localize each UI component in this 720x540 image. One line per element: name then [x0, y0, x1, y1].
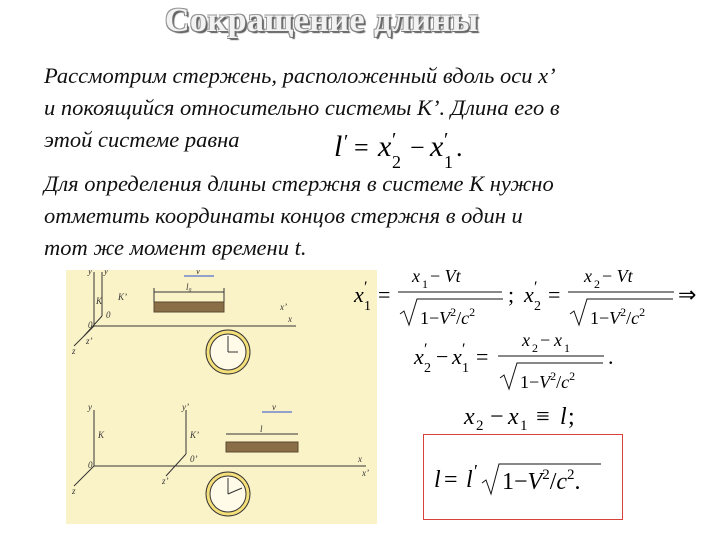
svg-text:′: ′: [474, 461, 478, 481]
svg-text:2: 2: [594, 277, 600, 291]
svg-text:1−V2/c2: $1-V^2/c^2$: [420, 305, 476, 328]
reference-frames-figure: [66, 270, 377, 524]
fig-label-k-top: K: [96, 296, 103, 306]
svg-text:1−V2/c2.: $1-V^2/c^2$.: [502, 467, 581, 495]
rod-top: [154, 302, 224, 312]
svg-text:l: l: [466, 467, 473, 493]
paragraph-1-line-2: и покоящийся относительно системы K’. Длина его в: [44, 95, 560, 120]
svg-text:x: x: [522, 330, 530, 350]
svg-text:l: l: [560, 404, 567, 430]
svg-text:⇒: ⇒: [678, 282, 697, 307]
svg-text:′: ′: [364, 279, 368, 296]
fig-label-z-top: z: [72, 346, 76, 356]
length-contraction-formula: [424, 435, 621, 518]
paragraph-2-line-3: тот же момент времени t.: [44, 235, 307, 260]
fig-label-xprime-top: x’: [280, 302, 287, 312]
svg-text:x: x: [584, 266, 592, 286]
svg-text:2: 2: [532, 341, 538, 355]
svg-text:x: x: [554, 330, 562, 350]
fig-label-yprime-bottom: y’: [182, 402, 189, 412]
svg-text:x: x: [354, 282, 364, 307]
paragraph-2-line-2: отметить координаты концов стержня в один и: [44, 203, 523, 228]
svg-text:1: 1: [444, 152, 453, 172]
svg-text:≡: ≡: [536, 404, 550, 430]
svg-text:l: l: [434, 467, 441, 493]
fig-label-l: l: [260, 424, 263, 434]
svg-text:2: 2: [392, 152, 401, 172]
length-identity-equation: [462, 398, 592, 434]
fig-label-0-top: 0: [88, 320, 93, 330]
fig-label-x-top: x: [288, 314, 292, 324]
paragraph-1-line-3: этой системе равна: [44, 127, 240, 152]
fig-label-0prime-bottom: 0’: [190, 454, 198, 464]
svg-text:1: 1: [462, 361, 469, 376]
svg-text:−: −: [436, 344, 449, 369]
svg-text:′: ′: [444, 129, 449, 151]
svg-text:2: 2: [476, 418, 484, 434]
svg-text:′: ′: [462, 341, 466, 358]
svg-text:x: x: [524, 282, 534, 307]
svg-text:−: −: [540, 330, 551, 350]
paragraph-1-line-1: Рассмотрим стержень, расположенный вдоль оси x’: [44, 63, 556, 88]
fig-label-l0: l₀: [186, 282, 192, 292]
paragraph-2-line-1: Для определения длины стержня в системе K нужно: [44, 171, 554, 196]
paragraph-2: [44, 168, 704, 264]
lorentz-equations: [352, 262, 712, 338]
rest-length-formula: [330, 128, 480, 172]
fig-label-kprime-top: K’: [118, 292, 127, 302]
axis-z-prime-bottom: [166, 454, 186, 476]
svg-text:x: x: [414, 344, 424, 369]
figure-drawing: [66, 270, 377, 524]
result-box: [423, 434, 623, 520]
fig-label-z-bottom: z: [72, 486, 76, 496]
fig-label-kprime-bottom: K’: [190, 430, 199, 440]
svg-text:;: ;: [508, 282, 515, 307]
svg-text:′: ′: [534, 279, 538, 296]
svg-text:2: 2: [534, 299, 541, 314]
svg-text:=: =: [548, 282, 561, 307]
svg-text:′: ′: [392, 129, 397, 151]
svg-text:x: x: [452, 344, 462, 369]
fig-label-0-bottom: 0: [88, 460, 93, 470]
svg-text:x: x: [430, 130, 444, 163]
svg-text:x: x: [464, 404, 475, 430]
svg-text:1−V2/c2: $1-V^2/c^2$: [520, 369, 576, 392]
svg-text:′: ′: [344, 131, 349, 153]
fig-label-v-top: v: [196, 270, 200, 276]
fig-label-y-bottom: y: [88, 402, 92, 412]
svg-text:2: 2: [424, 361, 431, 376]
svg-text:−: −: [490, 404, 504, 430]
fig-label-xprime-bottom: x’: [362, 468, 369, 478]
svg-text:x: x: [378, 130, 392, 163]
svg-text:1: 1: [520, 418, 528, 434]
coordinate-difference-equation: [412, 328, 622, 398]
svg-text:.: .: [608, 344, 614, 369]
svg-text:′: ′: [424, 341, 428, 358]
svg-text:1−V2/c2: $1-V^2/c^2$: [590, 305, 646, 328]
fig-label-zprime-bottom: z’: [162, 476, 169, 486]
svg-text:−: −: [410, 133, 425, 162]
svg-text:1: 1: [564, 341, 570, 355]
rod-bottom: [226, 442, 298, 452]
slide-title: Сокращение длины: [165, 2, 479, 39]
svg-text:=: =: [476, 344, 489, 369]
svg-text:− Vt: − Vt: [602, 266, 633, 286]
fig-label-v-bottom: v: [272, 402, 276, 412]
svg-text:l: l: [334, 130, 343, 163]
svg-text:.: .: [456, 133, 463, 162]
fig-label-y-top: y: [88, 270, 92, 276]
svg-text:;: ;: [568, 404, 575, 430]
fig-label-zprime-top: z’: [86, 336, 93, 346]
svg-text:=: =: [378, 282, 391, 307]
fig-label-k-bottom: K: [98, 430, 105, 440]
svg-text:=: =: [444, 467, 458, 493]
svg-text:=: =: [354, 133, 369, 162]
fig-label-0prime-top: 0: [106, 310, 111, 320]
svg-text:− Vt: − Vt: [430, 266, 461, 286]
svg-text:x: x: [412, 266, 420, 286]
svg-text:1: 1: [364, 299, 371, 314]
svg-text:x: x: [508, 404, 519, 430]
svg-text:1: 1: [422, 277, 428, 291]
fig-label-x-bottom: x: [358, 454, 362, 464]
fig-label-yprime-top: y’: [104, 270, 111, 276]
